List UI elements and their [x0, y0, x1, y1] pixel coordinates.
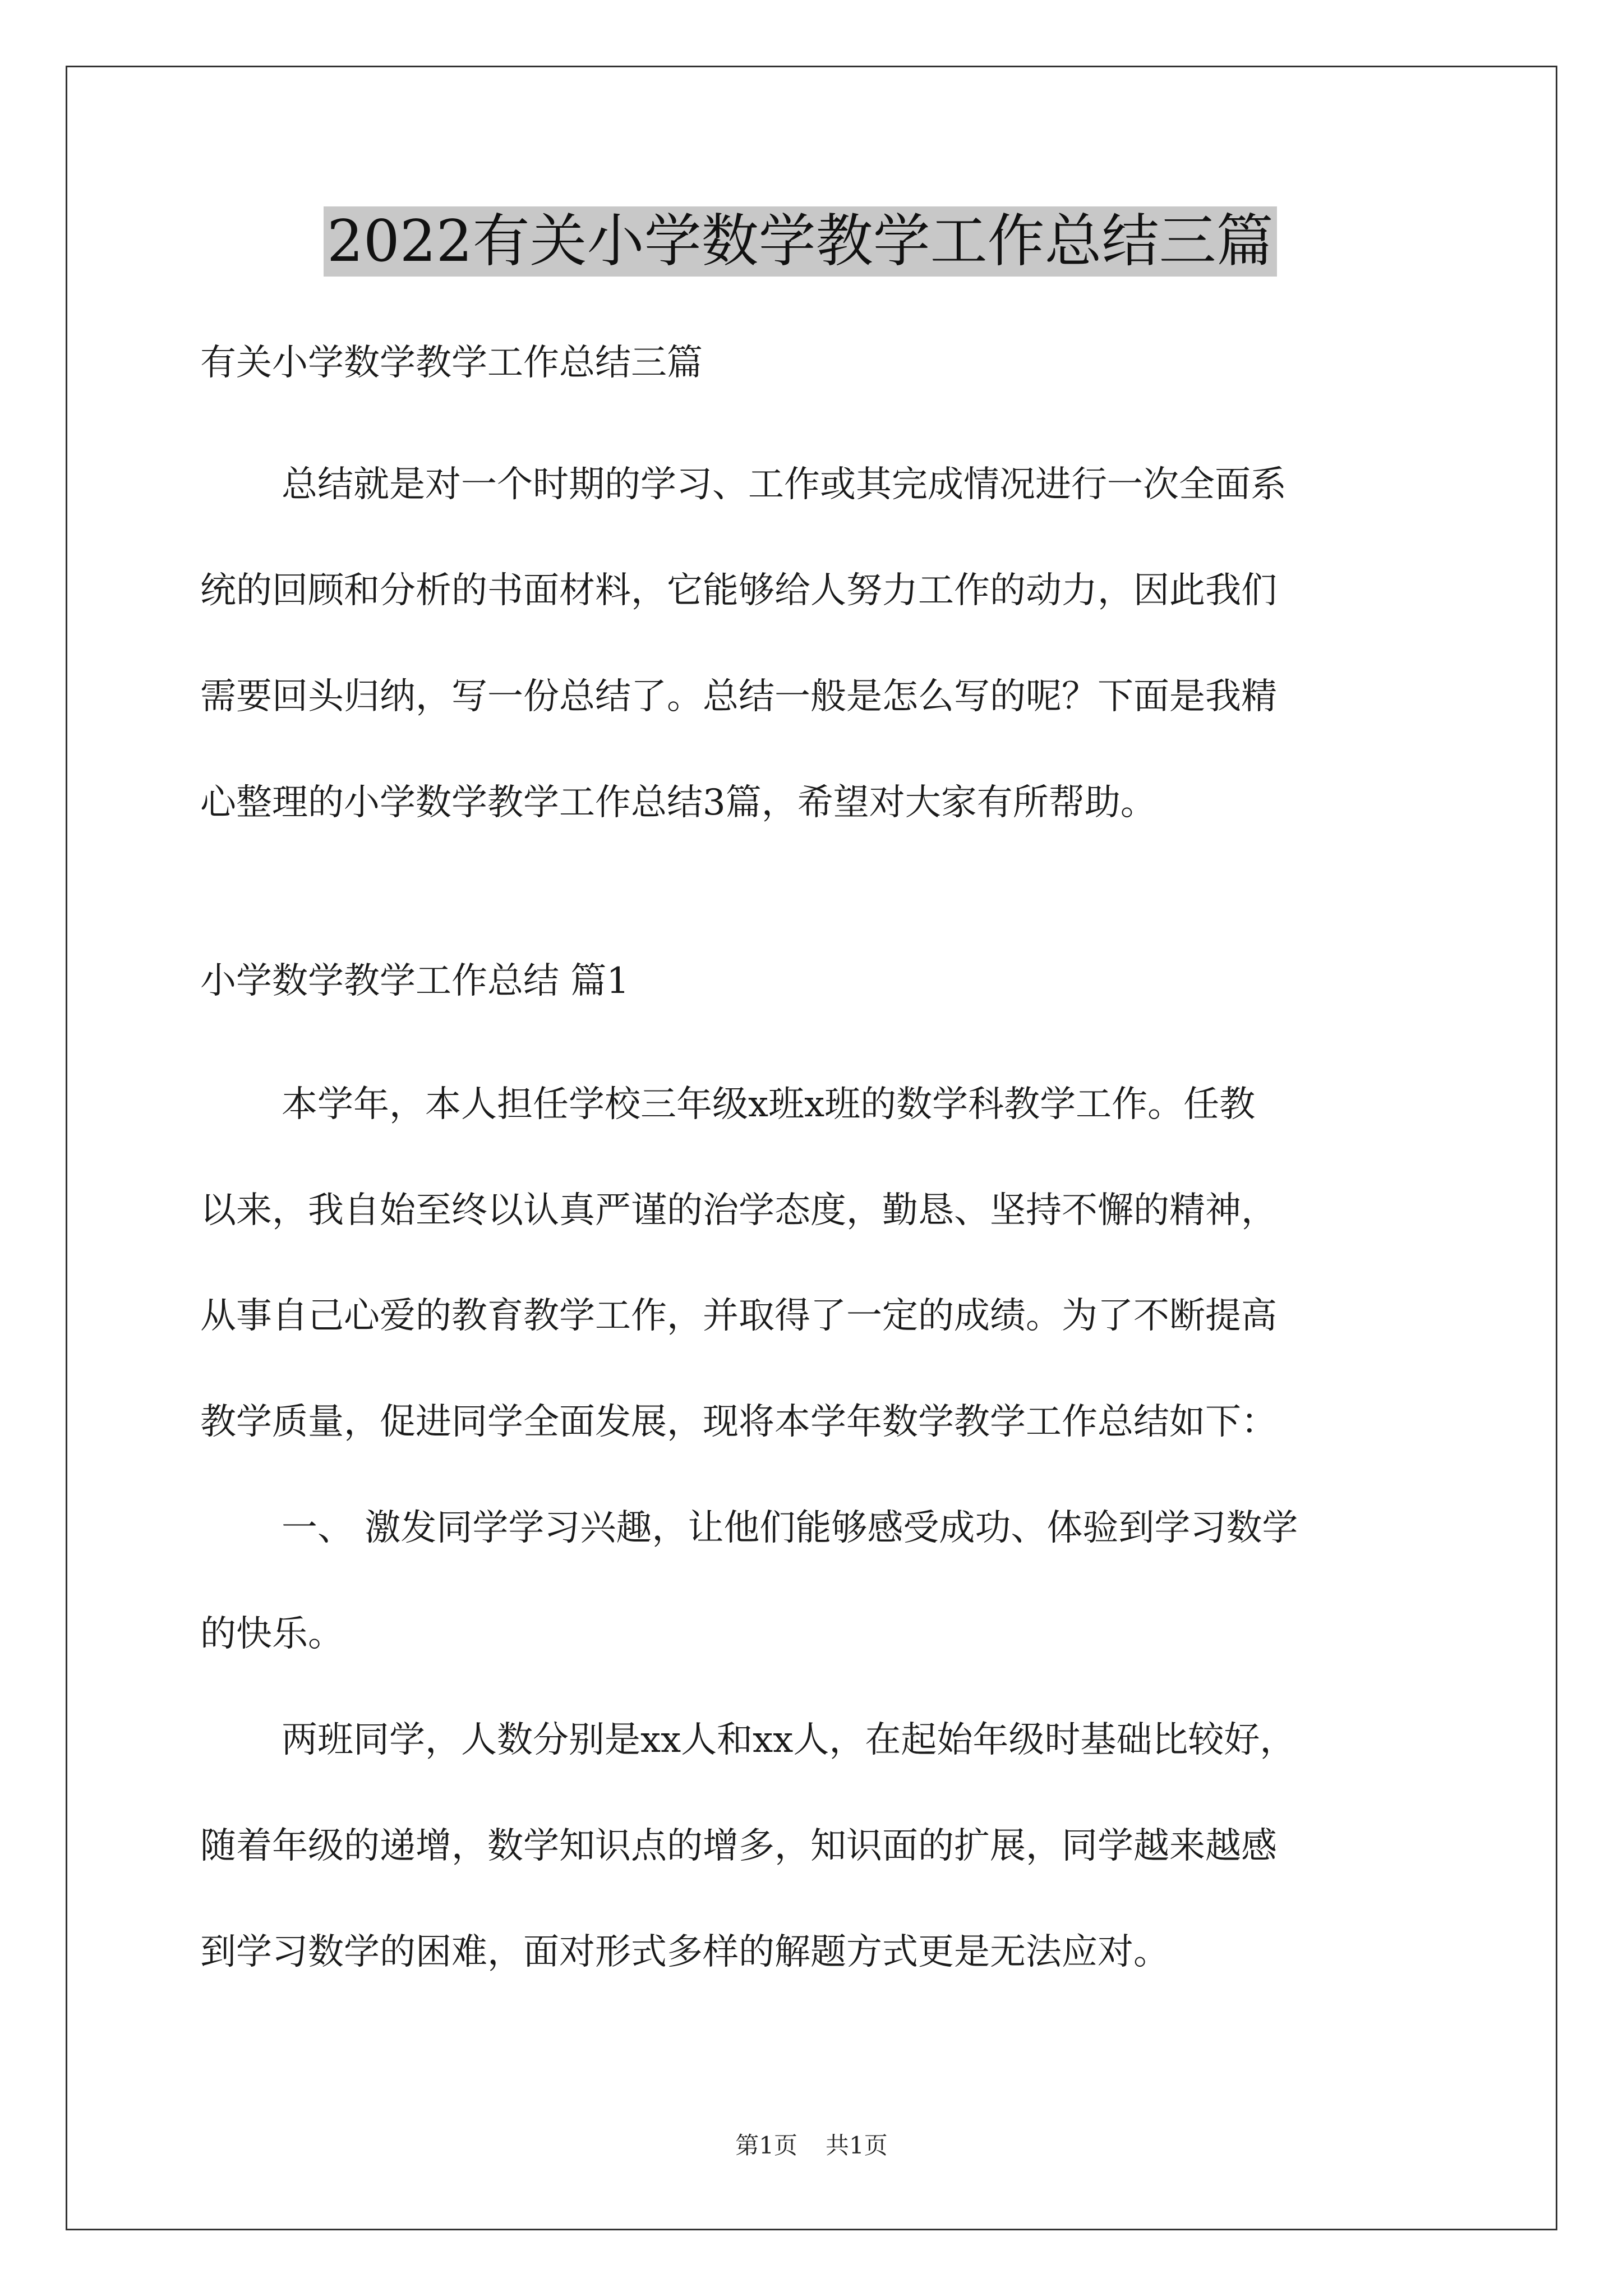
document-title: 2022有关小学数学教学工作总结三篇	[324, 206, 1277, 277]
page-total: 共1页	[826, 2132, 888, 2159]
intro-line-4: 心整理的小学数学教学工作总结3篇，希望对大家有所帮助。	[200, 782, 1156, 823]
para2-line-3: 到学习数学的困难，面对形式多样的解题方式更是无法应对。	[200, 1931, 1169, 1973]
para1-line-3: 从事自己心爱的教育教学工作，并取得了一定的成绩。为了不断提高	[200, 1295, 1277, 1337]
para2-line-2: 随着年级的递增，数学知识点的增多，知识面的扩展，同学越来越感	[200, 1825, 1277, 1867]
point1-line-2: 的快乐。	[200, 1613, 344, 1655]
document-subtitle: 有关小学数学教学工作总结三篇	[200, 342, 703, 384]
intro-line-2: 统的回顾和分析的书面材料，它能够给人努力工作的动力，因此我们	[200, 570, 1277, 611]
intro-line-3: 需要回头归纳，写一份总结了。总结一般是怎么写的呢？下面是我精	[200, 676, 1277, 717]
para1-line-2: 以来，我自始至终以认真严谨的治学态度，勤恳、坚持不懈的精神，	[200, 1190, 1277, 1231]
page-number: 第1页	[735, 2132, 797, 2159]
para1-line-1: 本学年，本人担任学校三年级x班x班的数学科教学工作。任教	[282, 1084, 1256, 1125]
para2-line-1: 两班同学，人数分别是xx人和xx人，在起始年级时基础比较好，	[282, 1719, 1296, 1761]
page-footer	[0, 2129, 1623, 2162]
para1-line-4: 教学质量，促进同学全面发展，现将本学年数学教学工作总结如下：	[200, 1401, 1277, 1443]
point1-line-1: 一、 激发同学学习兴趣，让他们能够感受成功、体验到学习数学	[282, 1507, 1298, 1549]
intro-line-1: 总结就是对一个时期的学习、工作或其完成情况进行一次全面系	[282, 464, 1287, 505]
section-heading: 小学数学教学工作总结 篇1	[200, 960, 630, 1002]
page-border	[66, 66, 1557, 2230]
